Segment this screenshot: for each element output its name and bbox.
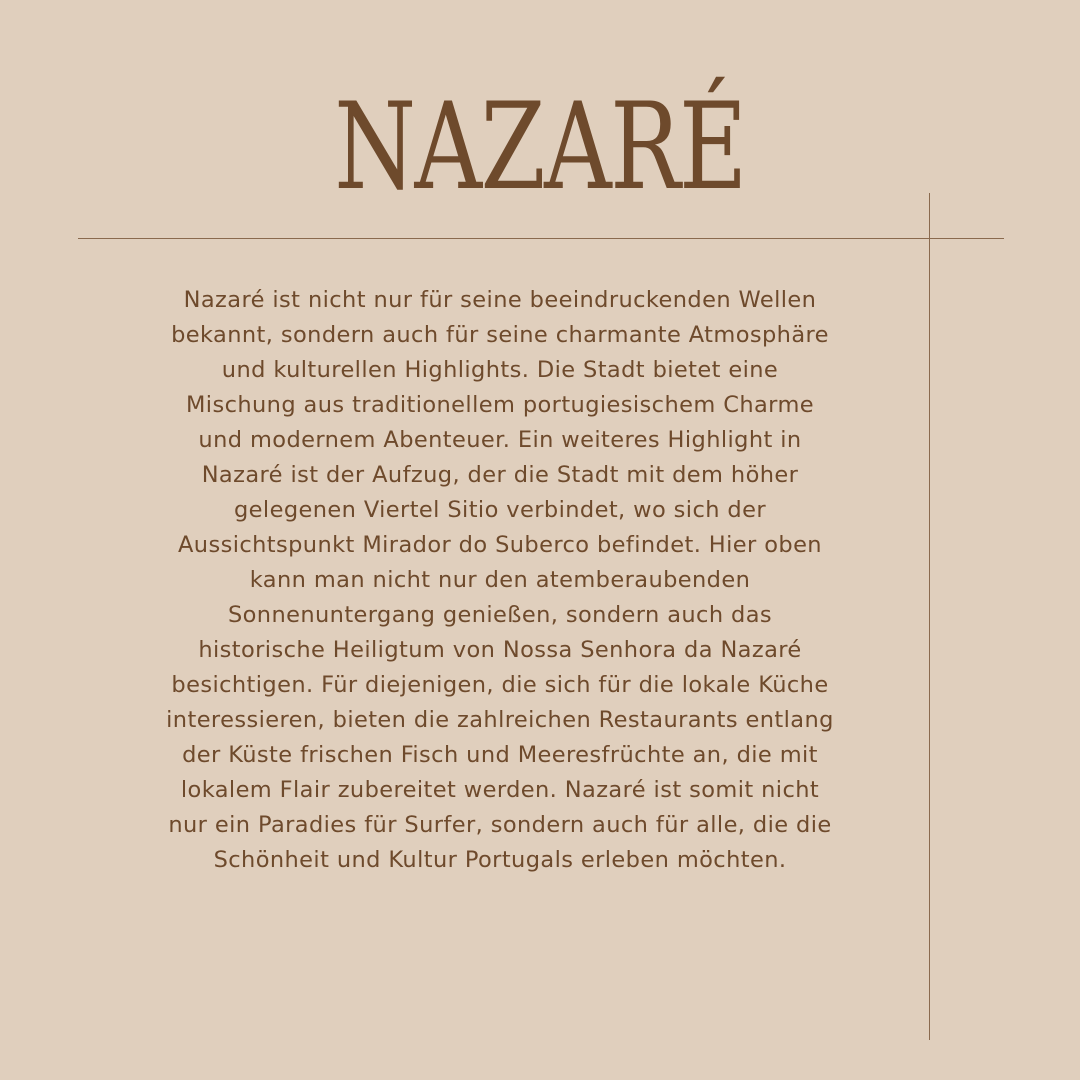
paragraph-line: Mischung aus traditionellem portugiesischem Charme: [185, 392, 815, 418]
paragraph-line: und modernem Abenteuer. Ein weiteres Highlight in: [198, 427, 802, 453]
paragraph-line: gelegenen Viertel Sitio verbindet, wo sich der: [234, 497, 766, 523]
paragraph-line: historische Heiligtum von Nossa Senhora da Nazaré: [198, 637, 802, 663]
horizontal-divider: [78, 238, 1004, 239]
paragraph-line: lokalem Flair zubereitet werden. Nazaré ist somit nicht: [180, 777, 820, 803]
paragraph-line: nur ein Paradies für Surfer, sondern auch für alle, die die: [168, 812, 832, 838]
paragraph-line: der Küste frischen Fisch und Meeresfrüchte an, die mit: [182, 742, 818, 768]
paragraph-line: Schönheit und Kultur Portugals erleben möchten.: [213, 847, 787, 873]
paragraph-line: Aussichtspunkt Mirador do Suberco befindet. Hier oben: [178, 532, 822, 558]
paragraph-line: und kulturellen Highlights. Die Stadt bietet eine: [221, 357, 779, 383]
paragraph-line: besichtigen. Für diejenigen, die sich für die lokale Küche: [171, 672, 829, 698]
body-paragraph: [134, 283, 866, 878]
paragraph-line: interessieren, bieten die zahlreichen Restaurants entlang: [166, 707, 834, 733]
vertical-divider: [929, 193, 930, 1040]
paragraph-line: kann man nicht nur den atemberaubenden: [249, 567, 751, 593]
page-title: NAZARÉ: [334, 78, 746, 217]
paragraph-line: bekannt, sondern auch für seine charmante Atmosphäre: [171, 322, 829, 348]
paragraph-line: Sonnenuntergang genießen, sondern auch das: [227, 602, 773, 628]
paragraph-line: Nazaré ist der Aufzug, der die Stadt mit dem höher: [201, 462, 799, 488]
paragraph-line: Nazaré ist nicht nur für seine beeindruckenden Wellen: [183, 287, 817, 313]
